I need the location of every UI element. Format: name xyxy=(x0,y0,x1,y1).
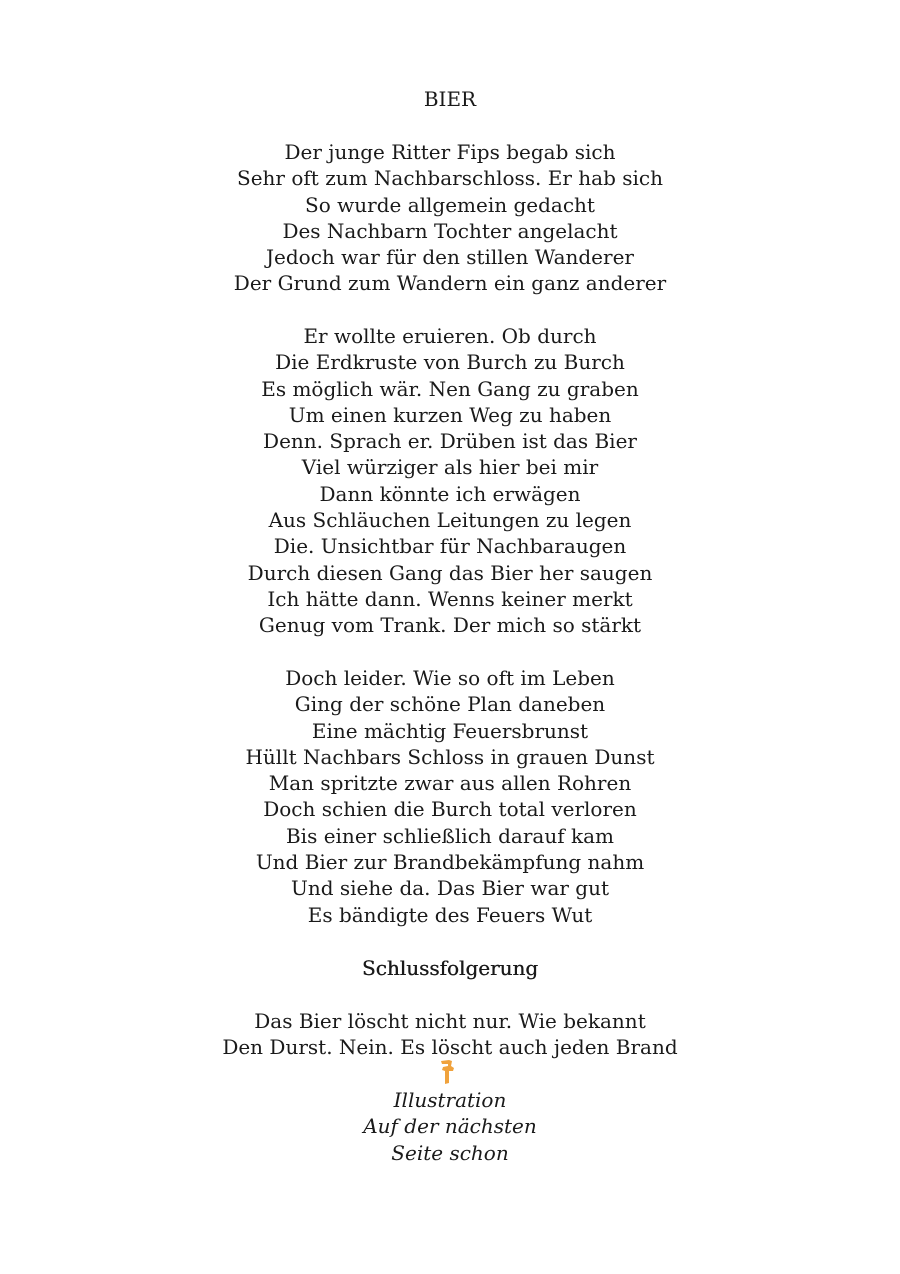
verse-line: Ging der schöne Plan daneben xyxy=(294,692,606,717)
verse-line: So wurde allgemein gedacht xyxy=(305,192,595,217)
conclusion-heading: Schlussfolgerung xyxy=(361,956,539,980)
verse-line: Aus Schläuchen Leitungen zu legen xyxy=(268,508,632,533)
verse-line: Der junge Ritter Fips begab sich xyxy=(284,140,616,164)
verse-line: Es bändigte des Feuers Wut xyxy=(307,902,593,927)
verse-line: Sehr oft zum Nachbarschloss. Er hab sich xyxy=(237,166,663,191)
verse-line: Dann könnte ich erwägen xyxy=(319,481,581,506)
conclusion-stanza xyxy=(0,1008,900,1061)
verse-line: Bis einer schließlich darauf kam xyxy=(285,823,614,848)
verse-line: Hüllt Nachbars Schloss in grauen Dunst xyxy=(245,744,655,769)
verse-line: Doch schien die Burch total verloren xyxy=(263,797,637,822)
verse-line: Um einen kurzen Weg zu haben xyxy=(288,402,612,427)
stanza-2 xyxy=(0,323,900,639)
verse-line: Es möglich wär. Nen Gang zu graben xyxy=(261,376,639,401)
verse-line: Ich hätte dann. Wenns keiner merkt xyxy=(267,586,633,611)
stanza-1 xyxy=(0,139,900,297)
verse-line: Man spritzte zwar aus allen Rohren xyxy=(268,771,632,796)
note-line: Illustration xyxy=(393,1088,507,1112)
verse-line: Durch diesen Gang das Bier her saugen xyxy=(247,560,653,585)
verse-line: Die Erdkruste von Burch zu Burch xyxy=(275,350,625,375)
verse-line: Und siehe da. Das Bier war gut xyxy=(290,876,610,901)
verse-line: Eine mächtig Feuersbrunst xyxy=(311,718,589,743)
note-line: Seite schon xyxy=(391,1140,509,1165)
verse-line: Der Grund zum Wandern ein ganz anderer xyxy=(233,271,667,296)
stanza-3 xyxy=(0,665,900,928)
verse-line: Viel würziger als hier bei mir xyxy=(301,455,599,480)
note-line: Auf der nächsten xyxy=(363,1114,537,1139)
verse-line: Genug vom Trank. Der mich so stärkt xyxy=(258,613,642,638)
verse-line: Doch leider. Wie so oft im Leben xyxy=(285,666,615,690)
verse-line: Er wollte eruieren. Ob durch xyxy=(303,324,597,348)
verse-line: Den Durst. Nein. Es löscht auch jeden Brand xyxy=(222,1035,678,1060)
verse-line: Denn. Sprach er. Drüben ist das Bier xyxy=(263,429,637,454)
verse-line: Die. Unsichtbar für Nachbaraugen xyxy=(273,534,627,559)
lightning-bolt-icon xyxy=(437,1058,459,1086)
illustration-note xyxy=(0,1087,900,1166)
poem-title: BIER xyxy=(423,87,477,111)
verse-line: Jedoch war für den stillen Wanderer xyxy=(266,245,634,270)
verse-line: Und Bier zur Brandbekämpfung nahm xyxy=(255,850,645,875)
verse-line: Das Bier löscht nicht nur. Wie bekannt xyxy=(254,1009,646,1033)
verse-line: Des Nachbarn Tochter angelacht xyxy=(282,218,618,243)
